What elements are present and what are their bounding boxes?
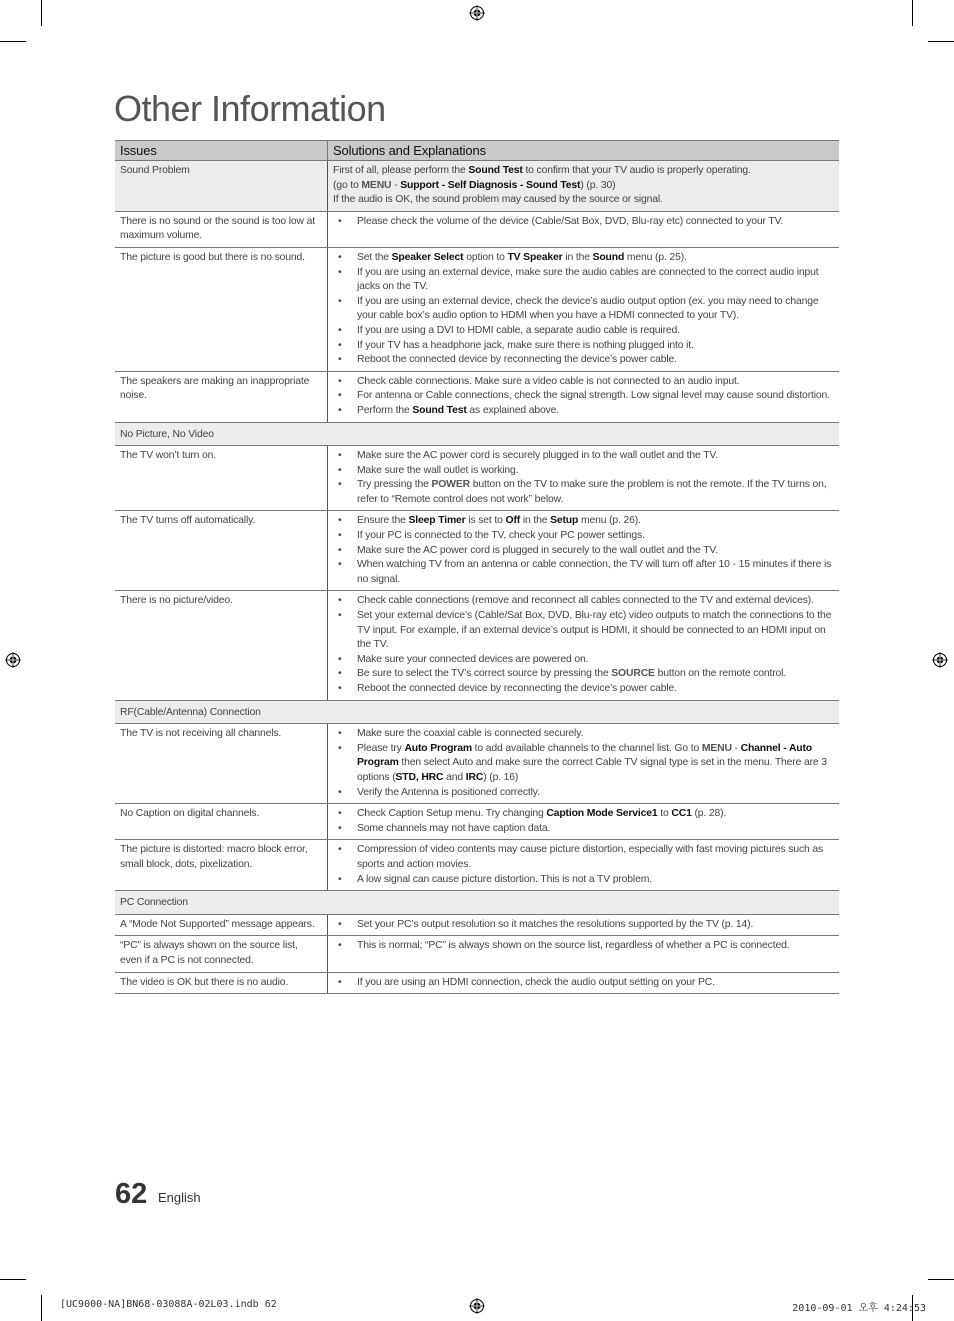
issue-cell: The TV is not receiving all channels.	[115, 724, 328, 804]
table-row	[115, 724, 839, 804]
table-row	[115, 371, 839, 422]
header-issues: Issues	[115, 141, 328, 161]
bullet-item: • If your PC is connected to the TV, check your PC power settings.	[338, 530, 645, 542]
bullet-item: • Make sure the wall outlet is working.	[338, 464, 519, 476]
table-row	[115, 446, 839, 511]
bullet-item: • Set your external device’s (Cable/Sat Box, DVD, Blu-ray etc) video outputs to match the connections to the TV input. For example, if an external device’s output is HDMI, it should be connected to an HDMI input on the TV.	[338, 610, 832, 651]
solution-cell	[328, 724, 840, 804]
bullet-item: • If you are using an HDMI connection, check the audio output setting on your PC.	[338, 976, 715, 988]
bullet-item: • Make sure your connected devices are powered on.	[338, 653, 589, 665]
table-row	[115, 804, 839, 840]
bullet-item: • Reboot the connected device by reconnecting the device’s power cable.	[338, 683, 677, 694]
table-header-row	[115, 141, 839, 161]
crop-mark	[912, 0, 913, 26]
solution-cell	[328, 161, 840, 212]
crop-mark	[0, 41, 26, 42]
issue-cell: The TV turns off automatically.	[115, 511, 328, 591]
bullet-item: • Reboot the connected device by reconnecting the device’s power cable.	[338, 354, 677, 366]
bullet-item: • Be sure to select the TV’s correct source by pressing the SOURCE button on the remote control.	[338, 668, 787, 680]
bullet-item: • If your TV has a headphone jack, make sure there is nothing plugged into it.	[338, 339, 694, 351]
issue-cell: The video is OK but there is no audio.	[115, 972, 328, 994]
bullet-item: • This is normal; “PC” is always shown on the source list, regardless of whether a PC is connected.	[338, 940, 790, 952]
bullet-item: • Make sure the AC power cord is plugged in securely to the wall outlet and the TV.	[338, 544, 718, 556]
table-row	[115, 914, 839, 936]
section-row	[115, 422, 839, 446]
solution-line: (go to MENU - Support - Self Diagnosis - Sound Test) (p. 30)	[333, 179, 616, 191]
issue-cell: The speakers are making an inappropriate noise.	[115, 371, 328, 422]
solution-cell	[328, 446, 840, 511]
issue-cell: No Caption on digital channels.	[115, 804, 328, 840]
bullet-item: • Make sure the coaxial cable is connected securely.	[338, 728, 584, 740]
solution-line: If the audio is OK, the sound problem may caused by the source or signal.	[333, 194, 663, 206]
issue-cell: Sound Problem	[115, 161, 328, 212]
bullet-item: • Ensure the Sleep Timer is set to Off in the Setup menu (p. 26).	[338, 515, 641, 527]
registration-mark-icon	[5, 652, 21, 668]
issue-cell: There is no sound or the sound is too low at maximum volume.	[115, 211, 328, 247]
issue-cell: “PC” is always shown on the source list, even if a PC is not connected.	[115, 936, 328, 972]
solution-cell	[328, 247, 840, 371]
bullet-item: • Verify the Antenna is positioned correctly.	[338, 786, 540, 798]
table-row	[115, 161, 839, 212]
solution-cell	[328, 914, 840, 936]
section-row	[115, 891, 839, 915]
bullet-item: • A low signal can cause picture distortion. This is not a TV problem.	[338, 873, 652, 885]
crop-mark	[0, 1279, 26, 1280]
page-language: English	[158, 1190, 201, 1205]
solution-cell	[328, 371, 840, 422]
issue-cell: The picture is good but there is no sound.	[115, 247, 328, 371]
solution-cell	[328, 804, 840, 840]
troubleshooting-table	[115, 140, 839, 994]
solution-line: First of all, please perform the Sound Test to confirm that your TV audio is properly operating.	[333, 165, 751, 176]
solution-cell	[328, 972, 840, 994]
bullet-item: • If you are using an external device, make sure the audio cables are connected to the correct audio input jacks on the TV.	[338, 266, 819, 293]
bullet-item: • When watching TV from an antenna or cable connection, the TV will turn off after 10 - 15 minutes if there is no signal.	[338, 559, 832, 585]
crop-mark	[928, 1279, 954, 1280]
crop-mark	[928, 41, 954, 42]
page-title: Other Information	[114, 88, 386, 129]
solution-cell	[328, 591, 840, 700]
table-row	[115, 972, 839, 994]
solution-cell	[328, 936, 840, 972]
table-row	[115, 936, 839, 972]
bullet-item: • Try pressing the POWER button on the TV to make sure the problem is not the remote. If the TV turns on, refer to “Remote control does not work” below.	[338, 479, 827, 505]
registration-mark-icon	[932, 652, 948, 668]
footer-file-info: [UC9000-NA]BN68-03088A-02L03.indb 62	[60, 1299, 277, 1310]
bullet-item: • Check cable connections (remove and reconnect all cables connected to the TV and external devices).	[338, 595, 814, 607]
header-solutions: Solutions and Explanations	[328, 141, 840, 161]
table-row	[115, 247, 839, 371]
bullet-item: • Compression of video contents may cause picture distortion, especially with fast moving pictures such as sports and action movies.	[338, 844, 824, 870]
issue-cell: There is no picture/video.	[115, 591, 328, 700]
crop-mark	[41, 0, 42, 26]
table-row	[115, 211, 839, 247]
table-row	[115, 511, 839, 591]
registration-mark-icon	[469, 1298, 485, 1314]
bullet-item: • Perform the Sound Test as explained above.	[338, 404, 560, 416]
bullet-item: • Some channels may not have caption data.	[338, 822, 551, 834]
issue-cell: The picture is distorted: macro block error, small block, dots, pixelization.	[115, 840, 328, 891]
section-title: PC Connection	[115, 891, 839, 915]
bullet-item: • Set the Speaker Select option to TV Speaker in the Sound menu (p. 25).	[338, 251, 687, 263]
section-title: RF(Cable/Antenna) Connection	[115, 700, 839, 724]
solution-cell	[328, 511, 840, 591]
section-title: No Picture, No Video	[115, 422, 839, 446]
bullet-item: • Check Caption Setup menu. Try changing Caption Mode Service1 to CC1 (p. 28).	[338, 808, 727, 820]
bullet-item: • Please try Auto Program to add available channels to the channel list. Go to MENU - Channel - Auto Program then select Auto and make sure the correct Cable TV signal type is set in the menu. There are 3 options (STD, HRC and IRC) (p. 16)	[338, 742, 827, 783]
bullet-item: • If you are using an external device, check the device’s audio output option (ex. you may need to change your cable box’s audio option to HDMI when you have a HDMI connected to your TV).	[338, 295, 819, 322]
table-row	[115, 840, 839, 891]
bullet-item: • Set your PC’s output resolution so it matches the resolutions supported by the TV (p. 14).	[338, 918, 754, 930]
registration-mark-icon	[469, 5, 485, 21]
bullet-item: • Check cable connections. Make sure a video cable is not connected to an audio input.	[338, 375, 740, 387]
solution-cell	[328, 211, 840, 247]
footer-timestamp: 2010-09-01 오후 4:24:53	[792, 1303, 926, 1314]
solution-cell	[328, 840, 840, 891]
issue-cell: The TV won’t turn on.	[115, 446, 328, 511]
issue-cell: A “Mode Not Supported” message appears.	[115, 914, 328, 936]
bullet-item: • Please check the volume of the device (Cable/Sat Box, DVD, Blu-ray etc) connected to your TV.	[338, 215, 784, 227]
table-row	[115, 591, 839, 700]
page-number: 62	[115, 1178, 148, 1210]
bullet-item: • For antenna or Cable connections, check the signal strength. Low signal level may cause sound distortion.	[338, 390, 830, 402]
bullet-item: • If you are using a DVI to HDMI cable, a separate audio cable is required.	[338, 324, 680, 336]
bullet-item: • Make sure the AC power cord is securely plugged in to the wall outlet and the TV.	[338, 450, 718, 462]
crop-mark	[41, 1295, 42, 1321]
section-row	[115, 700, 839, 724]
